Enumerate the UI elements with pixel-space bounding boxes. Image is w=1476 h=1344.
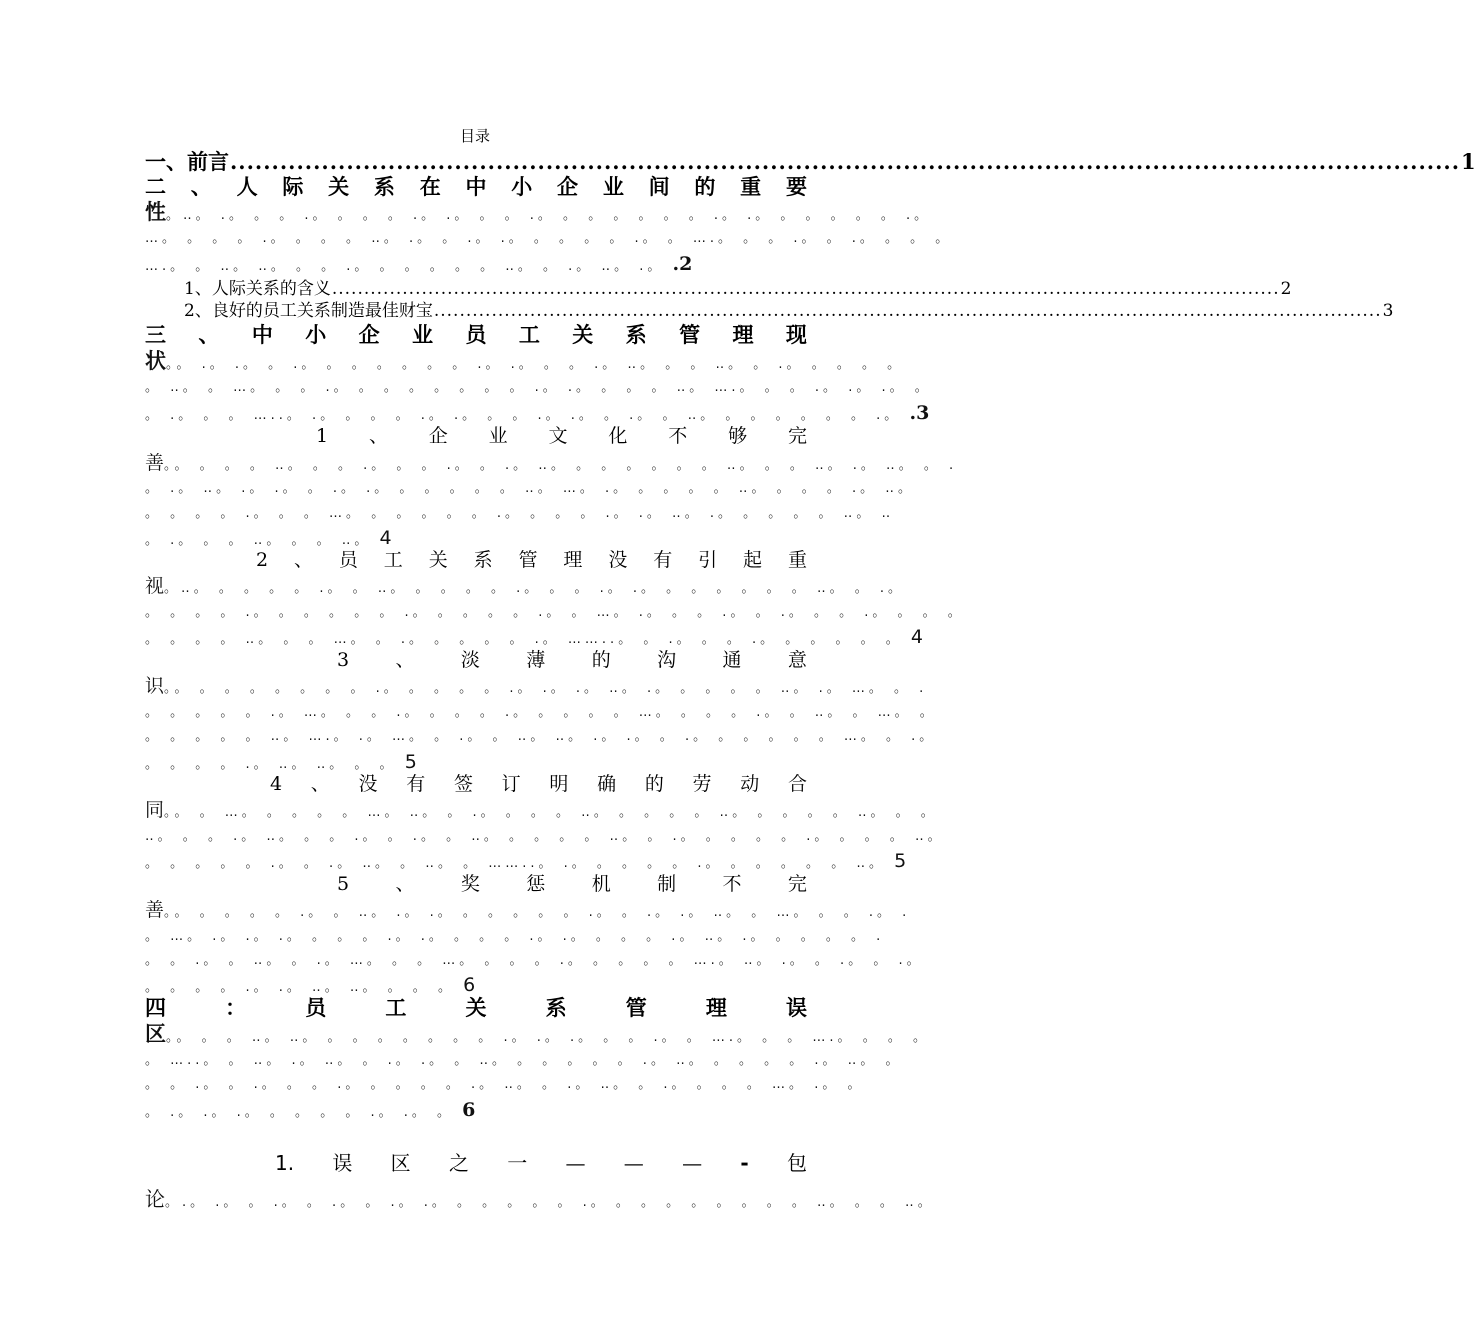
dot-leader: 。 。 .。 。 ‥。 。 .。 …。 。 。 …。 。 。 。 .。 。 。 。 。 ….。 ‥。 .。 。 .。 。 .。 — [145, 953, 924, 968]
heading-char: 关 — [465, 995, 487, 1020]
heading-char: 签 — [453, 773, 473, 795]
heading-char: 动 — [740, 773, 760, 795]
heading-char: 的 — [694, 174, 716, 199]
heading-char: 业 — [488, 425, 508, 447]
heading-char: 误 — [332, 1151, 353, 1175]
heading-char: 、 — [293, 549, 313, 571]
toc-entry-3-3-leader: 识。。 。 。 。 。 。 。 。 .。 。 。 。 。 .。 .。 .。 ‥。 .。 。 。 。 。 ‥。 .。 …。 。 . — [145, 675, 928, 697]
heading-char: 业 — [602, 174, 624, 199]
heading-char: 工 — [385, 995, 407, 1020]
heading-char: 确 — [597, 773, 617, 795]
toc-entry-3-heading[interactable] — [145, 323, 807, 347]
toc-page-number: 3 — [1382, 301, 1394, 321]
heading-char: 重 — [740, 174, 762, 199]
heading-char: 误 — [786, 995, 807, 1020]
dot-leader: 。 。 。 。 .。 。 。 …。 。 。 。 。 。 .。 。 。 。 .。 .。 ‥。 .。 。 。 。 。 ‥。 ‥ — [145, 506, 895, 521]
heading-char: 奖 — [460, 873, 480, 895]
heading-char: 1 — [316, 425, 329, 447]
heading-tail: 论 — [145, 1187, 165, 1211]
heading-char: 没 — [358, 773, 378, 795]
dot-leader: 。 .。 .。 .。 。 。 。 。 .。 .。 。 6 — [145, 1099, 476, 1121]
heading-char: 管 — [518, 549, 538, 571]
toc-entry-4-leader: 区。。 。 。 ‥。 ‥。 。 。 。 。 。 。 。 .。 .。 .。 。 。 .。 。 ….。 。 。 ….。 。 。 。 — [145, 1021, 930, 1046]
heading-char: 之 — [448, 1151, 469, 1175]
heading-char: 引 — [698, 549, 718, 571]
heading-char: 完 — [787, 425, 807, 447]
toc-entry-2-2[interactable] — [184, 299, 1394, 323]
dot-leader: 。 。 。 。 。 .。 …。 。 。 .。 。 。 。 .。 。 。 。 。 …。 。 。 。 .。 。 ‥。 。 …。 。 — [145, 705, 937, 720]
toc-entry-4-1-leader: 论。.。 .。 。 .。 。 .。 。 .。 .。 。 。 。 。 。 .。 。 。 。 。 。 。 。 。 ‥。 。 。 ‥。 — [145, 1187, 935, 1211]
dot-leader: 。 …。 .。 .。 .。 。 。 。 .。 .。 。 。 。 .。 .。 。 。 。 .。 ‥。 .。 。 。 。 。 . — [145, 929, 885, 944]
heading-tail: 视 — [145, 575, 165, 597]
heading-char: - — [740, 1151, 749, 1175]
dot-leader: .................................................................................................................................................... — [331, 279, 1280, 299]
heading-char: 、 — [395, 873, 415, 895]
heading-char: 机 — [591, 873, 611, 895]
dot-leader: .................................................................................................................................................... — [433, 301, 1382, 321]
toc-page-number: 4 — [910, 626, 924, 648]
heading-char: 有 — [406, 773, 426, 795]
toc-entry-3-2-heading[interactable] — [256, 548, 807, 572]
toc-entry-2-heading[interactable] — [145, 175, 807, 199]
dot-leader: 。 。 。 。 ‥。 。 。 …。 。 .。 。 。 。 。 .。 ……..。 。 .。 。 。 .。 。 。 。 。 。 4 — [145, 626, 924, 648]
heading-tail: 状 — [145, 348, 166, 373]
dot-leader: 。 …..。 。 ‥。 .。 ‥。 。 .。 .。 。 ‥。 。 。 。 。 。 .。 ‥。 。 。 。 。 .。 ‥。 。 — [145, 1053, 903, 1068]
dot-leader: 。 .。 ‥。 .。 .。 。 .。 .。 。 。 。 。 。 ‥。 …。 .。 。 。 。 。 ‥。 。 。 。 .。 ‥。 — [145, 481, 915, 496]
toc-page-number: 6 — [462, 1099, 476, 1121]
heading-char: ： — [225, 995, 247, 1020]
toc-page-number: .3 — [909, 402, 930, 424]
heading-char: 管 — [625, 995, 647, 1020]
heading-char: 淡 — [460, 649, 480, 671]
toc-page-number: 2 — [1280, 279, 1292, 299]
toc-page-number: 5 — [894, 850, 907, 872]
heading-char: 的 — [644, 773, 664, 795]
heading-char: 企 — [358, 322, 380, 347]
dot-leader: 。 。 .。 。 .。 。 。 .。 。 。 。 。 .。 ‥。 。 .。 ‥。 。 .。 。 。 。 …。 .。 。 — [145, 1077, 865, 1092]
dot-leader: ‥。 。 。 .。 ‥。 。 。 .。 。 .。 。 ‥。 。 。 。 。 ‥。 。 .。 。 。 。 。 .。 。 。 。 ‥。 — [145, 829, 945, 844]
heading-char: 企 — [428, 425, 448, 447]
heading-char: 理 — [732, 322, 754, 347]
dot-leader: 。 。 。 。 。 .。 。 .。 ‥。 。 ‥。 。 ……..。 .。 。 。 。 。 .。 。 。 。 。 。 ‥。 5 — [145, 850, 907, 872]
heading-char: 二 — [145, 174, 166, 199]
heading-char: 重 — [787, 549, 807, 571]
heading-char: 订 — [501, 773, 521, 795]
heading-char: 明 — [549, 773, 569, 795]
toc-entry-label: 一、前言 — [145, 149, 229, 174]
heading-char: 三 — [145, 322, 166, 347]
heading-char: 在 — [419, 174, 441, 199]
heading-char: 关 — [572, 322, 594, 347]
heading-char: 、 — [310, 773, 330, 795]
heading-char: 关 — [328, 174, 350, 199]
heading-char: 工 — [518, 322, 540, 347]
toc-entry-3-5-leader: 善。。 。 。 。 。 .。 。 ‥。 .。 .。 。 。 。 。 。 .。 。 .。 .。 ‥。 。 …。 。 。 .。 . — [145, 899, 911, 921]
toc-page-number: 1 — [1461, 149, 1476, 174]
toc-entry-3-4-leader: 同。。 。 …。 。 。 。 。 …。 ‥。 。 .。 。 。 。 ‥。 。 。 。 。 ‥。 。 。 。 。 ‥。 。 。 — [145, 799, 938, 821]
heading-char: 包 — [786, 1151, 807, 1175]
heading-tail: 同 — [145, 799, 165, 821]
heading-char: 文 — [548, 425, 568, 447]
dot-leader: 。 。 。 。 。 ‥。 ….。 .。 …。 。 .。 。 ‥。 ‥。 .。 .。 。 .。 。 。 。 。 。 …。 。 .。 — [145, 729, 937, 744]
heading-char: 1. — [275, 1151, 295, 1175]
heading-char: 制 — [657, 873, 677, 895]
toc-entry-3-2-leader: 视。‥。 。 。 。 。 .。 。 ‥。 。 。 。 。 .。 。 。 .。 .。 。 。 。 。 。 。 ‥。 。 .。 — [145, 575, 906, 597]
heading-char: 不 — [722, 873, 742, 895]
toc-entry-4-1-heading[interactable] — [275, 1150, 807, 1176]
toc-entry-3-3-heading[interactable] — [337, 648, 807, 672]
heading-char: 要 — [785, 174, 807, 199]
heading-char: 意 — [787, 649, 807, 671]
heading-char: 有 — [653, 549, 673, 571]
heading-char: 系 — [473, 549, 493, 571]
heading-char: 关 — [428, 549, 448, 571]
heading-char: 中 — [251, 322, 273, 347]
toc-entry-2-leader: 性。‥。 .。 。 。 .。 。 。 。 .。 .。 。 。 .。 。 。 。 。 。 。 .。 .。 。 。 。 。 。 .。 — [145, 199, 932, 224]
toc-entry-3-leader: 状。。 .。 .。 。 .。 。 。 。 。 。 。 .。 .。 。 。 .。 ‥。 。 。 ‥。 。 .。 。 。 。 。 — [145, 348, 905, 373]
heading-char: 3 — [337, 649, 350, 671]
dot-leader: 。 .。 。 。 ‥。 。 。 ‥。 4 — [145, 527, 392, 549]
heading-char: 员 — [338, 549, 358, 571]
heading-char: 劳 — [692, 773, 712, 795]
heading-char: 5 — [337, 873, 350, 895]
heading-char: 系 — [545, 995, 567, 1020]
toc-page-number: .2 — [672, 253, 693, 275]
toc-entry-3-5-heading[interactable] — [337, 872, 807, 896]
heading-char: 薄 — [526, 649, 546, 671]
heading-tail: 区 — [145, 1021, 166, 1046]
toc-page-number: 5 — [404, 751, 417, 773]
heading-char: 起 — [743, 549, 763, 571]
heading-char: 小 — [511, 174, 533, 199]
heading-char: 4 — [270, 773, 283, 795]
heading-char: 、 — [190, 174, 212, 199]
heading-char: 区 — [390, 1151, 411, 1175]
dot-leader: .................................................................................................................................................... — [230, 149, 1461, 174]
dot-leader: 。 .。 。 。 …..。 .。 。 。 。 .。 .。 。 。 .。 .。 。 .。 。 ‥。 。 。 。 。 。 。 .。 .3 — [145, 402, 930, 424]
heading-char: 一 — [507, 1151, 528, 1175]
heading-char: 系 — [373, 174, 395, 199]
heading-char: 2 — [256, 549, 269, 571]
toc-entry-label: 2、良好的员工关系制造最佳财宝 — [184, 301, 433, 321]
heading-tail: 性 — [145, 199, 166, 224]
heading-char: 际 — [282, 174, 304, 199]
dot-leader: 。 。 。 。 .。 ‥。 ‥。 。 。 5 — [145, 751, 417, 773]
heading-char: 四 — [145, 995, 166, 1020]
heading-char: 够 — [728, 425, 748, 447]
heading-char: 理 — [563, 549, 583, 571]
heading-tail: 善 — [145, 452, 165, 474]
heading-tail: 善 — [145, 899, 165, 921]
toc-page-number: 4 — [379, 527, 392, 549]
heading-char: 工 — [383, 549, 403, 571]
dot-leader: 。 。 。 。 .。 。 。 。 。 。 .。 。 。 。 。 .。 。 …。 .。 。 。 .。 。 .。 。 。 .。 。 。 。 — [145, 605, 965, 620]
heading-char: 员 — [465, 322, 487, 347]
heading-char: 间 — [648, 174, 670, 199]
heading-char: 没 — [608, 549, 628, 571]
toc-entry-label: 1、人际关系的含义 — [184, 279, 331, 299]
heading-char: 管 — [679, 322, 701, 347]
heading-char: 现 — [785, 322, 807, 347]
toc-entry-3-1-leader: 善。。 。 。 。 ‥。 。 。 .。 。 。 .。 。 .。 ‥。 。 。 。 。 。 。 ‥。 。 。 ‥。 .。 ‥。 。 . — [145, 452, 958, 474]
toc-entry-4-heading[interactable] — [145, 996, 807, 1020]
heading-char: 员 — [305, 995, 327, 1020]
toc-entry-preface[interactable] — [145, 149, 1476, 174]
dot-leader: …。 。 。 。 .。 。 。 。 ‥。 .。 。 .。 .。 。 。 。 。 .。 。 ….。 。 。 .。 。 .。 。 。 。 — [145, 231, 953, 246]
heading-char: 小 — [305, 322, 327, 347]
heading-char: 惩 — [526, 873, 546, 895]
heading-char: 合 — [787, 773, 807, 795]
heading-char: 化 — [608, 425, 628, 447]
toc-entry-2-1[interactable] — [184, 277, 1292, 301]
heading-char: 完 — [787, 873, 807, 895]
heading-char: — — [565, 1151, 586, 1175]
heading-char: 理 — [705, 995, 727, 1020]
heading-char: — — [623, 1151, 644, 1175]
heading-char: 沟 — [657, 649, 677, 671]
heading-char: 不 — [668, 425, 688, 447]
heading-char: 的 — [591, 649, 611, 671]
heading-char: 系 — [625, 322, 647, 347]
heading-char: 人 — [236, 174, 258, 199]
heading-char: 、 — [368, 425, 388, 447]
heading-char: 业 — [412, 322, 434, 347]
heading-char: 中 — [465, 174, 487, 199]
heading-tail: 识 — [145, 675, 165, 697]
heading-char: 企 — [557, 174, 579, 199]
heading-char: 、 — [395, 649, 415, 671]
heading-char: — — [682, 1151, 703, 1175]
toc-entry-3-1-heading[interactable] — [316, 424, 807, 448]
toc-entry-3-4-heading[interactable] — [270, 772, 807, 796]
toc-page-number: 6 — [463, 974, 476, 996]
dot-leader: ….。 。 ‥。 ‥。 。 。 .。 。 。 。 。 。 ‥。 。 .。 ‥。 .。 .2 — [145, 253, 693, 275]
dot-leader: 。 。 。 。 .。 .。 ‥。 ‥。 。 。 。 6 — [145, 974, 476, 996]
toc-title: 目录 — [459, 127, 490, 145]
heading-char: 、 — [198, 322, 220, 347]
dot-leader: 。 ‥。 。 …。 。 。 .。 。 。 。 。 。 。 。 .。 .。 。 。 。 ‥。 ….。 。 。 .。 .。 .。 。 — [145, 380, 932, 395]
heading-char: 通 — [722, 649, 742, 671]
